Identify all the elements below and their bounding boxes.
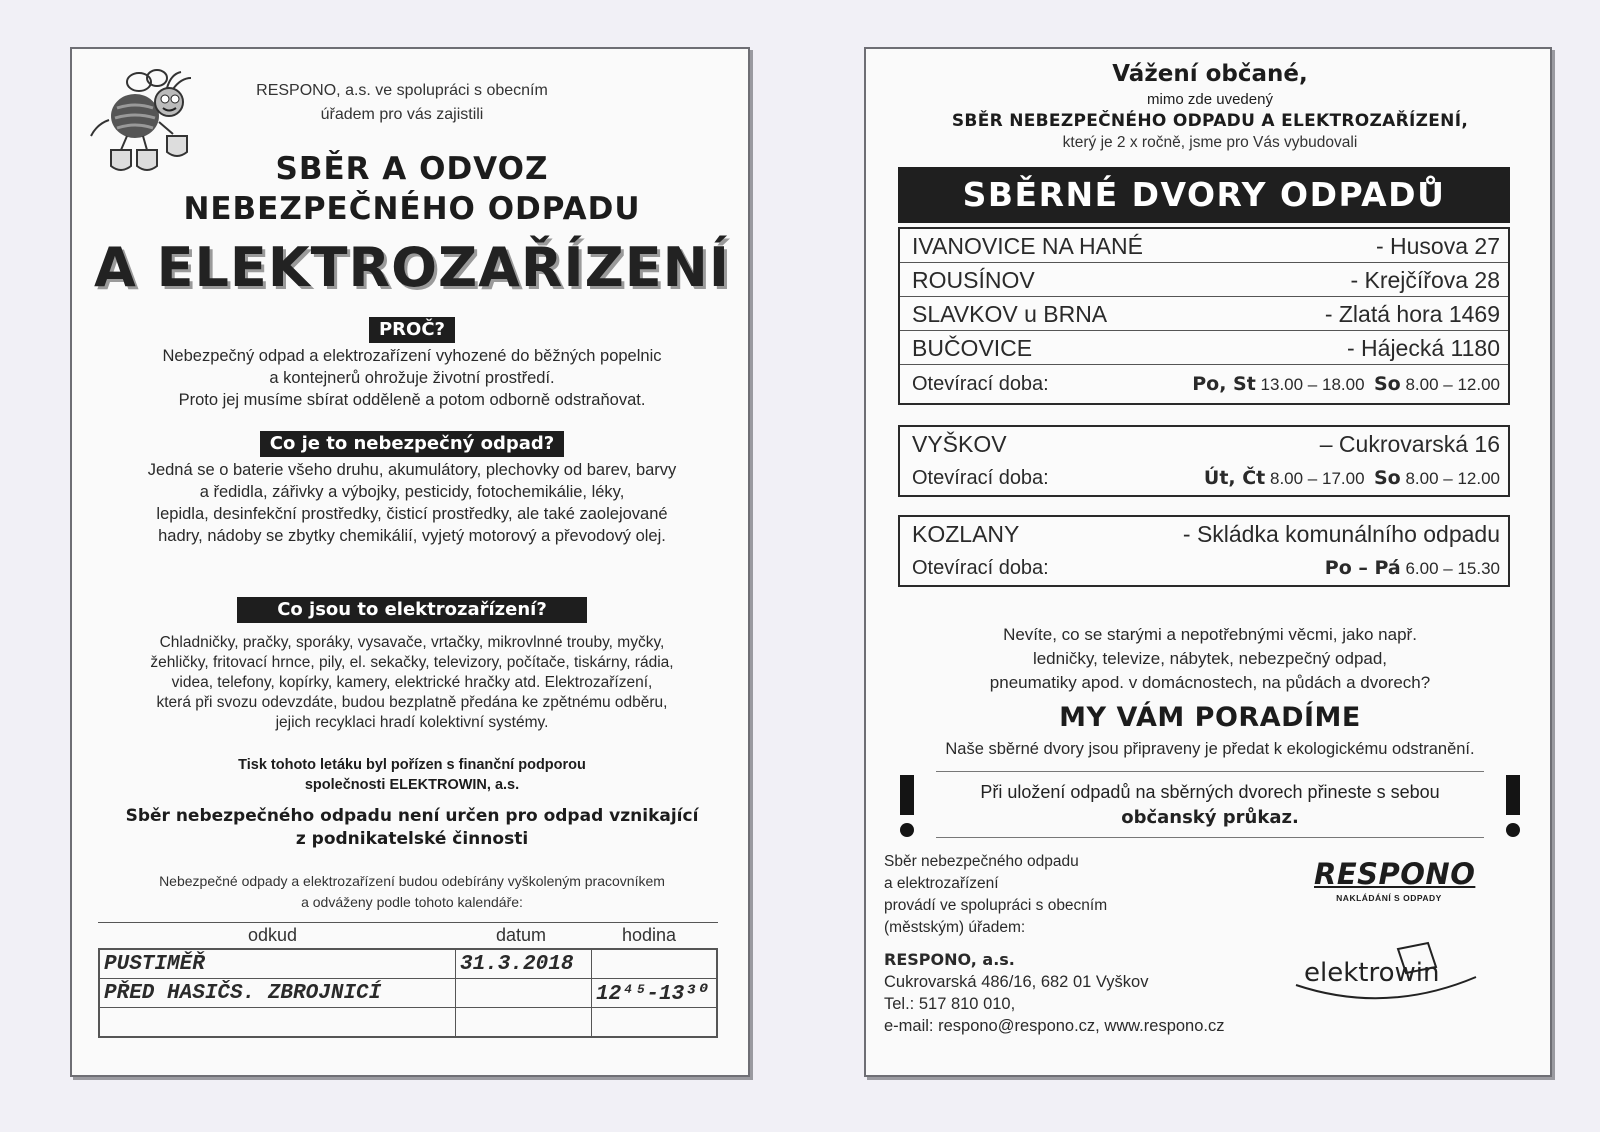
ready-text: Naše sběrné dvory jsou připraveny je předat k ekologickému odstranění. (945, 740, 1475, 758)
elektrowin-logo (1286, 937, 1486, 1007)
electro-text: Chladničky, pračky, sporáky, vysavače, vrtačky, mikrovlnné trouby, myčky, žehličky, fritovací hrnce, pily, el. sekačky, televizory, počítače, tiskárny, rádia, videa, telefony, kopírky, kamery, elektrické hračky atd. Elektrozařízení, která při svozu odevzdáte, budou bezplatně předána ke zpětnému odběru, jejich recyklaci hradí kolektivní systémy. (150, 634, 674, 731)
header-hour: hodina (622, 925, 677, 945)
business-notice: Sběr nebezpečného odpadu není určen pro odpad vznikající z podnikatelské činnosti (125, 806, 699, 849)
greeting: Vážení občané, (1112, 61, 1308, 87)
yard-row: SLAVKOV u BRNA - Zlatá hora 1469 (900, 297, 1508, 331)
big-title: A ELEKTROZAŘÍZENÍ (94, 236, 730, 299)
hazard-section (72, 431, 752, 457)
header-from: odkud (248, 925, 298, 945)
opening-hours-row: Otevírací doba: Út, Čt 8.00 – 17.00 So 8.00 – 12.00 (912, 467, 1500, 489)
date-cell-3 (456, 1008, 592, 1037)
respono-logo: RESPONO NAKLÁDÁNÍ S ODPADY (1314, 857, 1476, 903)
yard-row: IVANOVICE NA HANÉ - Husova 27 (900, 229, 1508, 263)
electro-heading: Co jsou to elektrozařízení? (237, 597, 587, 623)
svg-text:elektrowin: elektrowin (1304, 958, 1440, 988)
yards-group-2 (898, 425, 1510, 497)
greeting-sub1: mimo zde uvedený (1147, 91, 1273, 108)
schedule-table (98, 922, 718, 1037)
why-section (72, 317, 752, 343)
place-cell-2: PŘED HASIČS. ZBROJNICÍ (100, 979, 456, 1008)
time-cell-3 (592, 1008, 717, 1037)
main-title: SBĚR A ODVOZ NEBEZPEČNÉHO ODPADU (183, 151, 641, 227)
advise-heading: MY VÁM PORADÍME (1059, 702, 1361, 733)
exclamation-icon (900, 775, 914, 841)
yard-row: KOZLANY - Skládka komunálního odpadu (912, 521, 1500, 547)
greeting-sub2: SBĚR NEBEZPEČNÉHO ODPADU A ELEKTROZAŘÍZENÍ, (951, 111, 1469, 131)
place-cell-3 (100, 1008, 456, 1037)
exclamation-icon (1506, 775, 1520, 841)
time-cell: 12⁴⁵-13³⁰ (592, 979, 717, 1008)
date-cell: 31.3.2018 (456, 950, 592, 979)
schedule-intro: Nebezpečné odpady a elektrozařízení budou odebírány vyškoleným pracovníkem a odváženy podle tohoto kalendáře: (159, 873, 665, 910)
electro-section (72, 597, 752, 623)
right-leaflet (864, 47, 1552, 1077)
yard-row: ROUSÍNOV - Krejčířova 28 (900, 263, 1508, 297)
left-leaflet (70, 47, 750, 1077)
yard-row: BUČOVICE - Hájecká 1180 (900, 331, 1508, 365)
company-contact: RESPONO, a.s. Cukrovarská 486/16, 682 01 Vyškov Tel.: 517 810 010, e-mail: respono@respono.cz, www.respono.cz (884, 950, 1225, 1035)
why-text: Nebezpečný odpad a elektrozařízení vyhozené do běžných popelnic a kontejnerů ohrožuje životní prostředí. Proto jej musíme sbírat odděleně a potom odborně odstraňovat. (162, 347, 662, 409)
yard-row: VYŠKOV – Cukrovarská 16 (912, 431, 1500, 457)
opening-hours-row: Otevírací doba: Po – Pá 6.00 – 15.30 (912, 557, 1500, 579)
hazard-text: Jedná se o baterie všeho druhu, akumulátory, plechovky od barev, barvy a ředidla, zářivky a výbojky, pesticidy, fotochemikálie, léky, lepidla, desinfekční prostředky, čisticí prostředky, ale také zaolejované hadry, nádoby se zbytky chemikálií, vyjetý motorový a převodový olej. (147, 461, 677, 545)
sponsor-note: Tisk tohoto letáku byl pořízen s finanční podporou společnosti ELEKTROWIN, a.s. (238, 757, 586, 793)
id-card-notice: Při uložení odpadů na sběrných dvorech přineste s sebou občanský průkaz. (896, 771, 1524, 843)
greeting-sub3: který je 2 x ročně, jsme pro Vás vybudovali (1062, 134, 1358, 151)
why-heading: PROČ? (369, 317, 455, 343)
collection-footer: Sběr nebezpečného odpadu a elektrozařízení provádí ve spolupráci s obecním (městským) úřadem: (884, 853, 1108, 936)
date-cell-empty (456, 979, 592, 1008)
yards-group-1 (898, 227, 1510, 405)
hazard-heading: Co je to nebezpečný odpad? (260, 431, 565, 457)
intro-text: RESPONO, a.s. ve spolupráci s obecním úřadem pro vás zajistili (256, 82, 548, 123)
time-cell-empty (592, 950, 717, 979)
yards-group-3 (898, 515, 1510, 587)
yards-title: SBĚRNÉ DVORY ODPADŮ (898, 167, 1510, 223)
opening-hours-row: Otevírací doba: Po, St 13.00 – 18.00 So 8.00 – 12.00 (912, 373, 1500, 395)
advice-text: Nevíte, co se starými a nepotřebnými věcmi, jako např. ledničky, televize, nábytek, nebezpečný odpad, pneumatiky apod. v domácnostech, na půdách a dvorech? (989, 625, 1431, 692)
place-cell-1: PUSTIMĚŘ (100, 950, 456, 979)
header-date: datum (496, 925, 547, 945)
